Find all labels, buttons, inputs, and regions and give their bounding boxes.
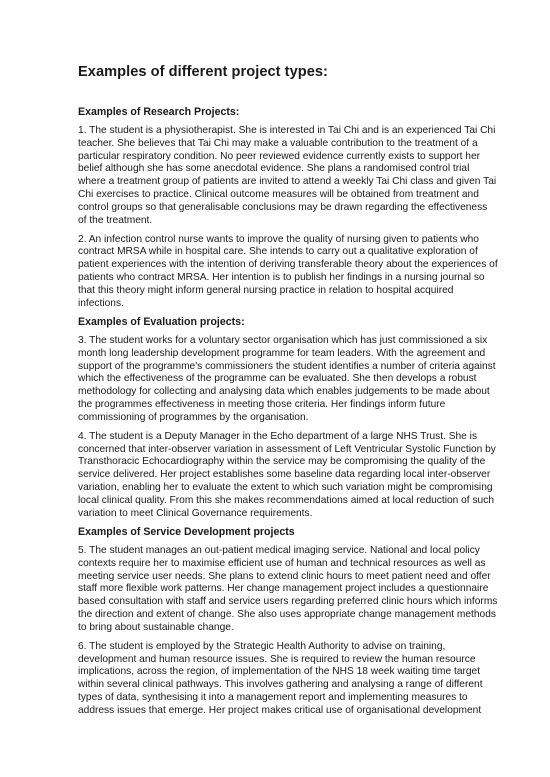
paragraph: 2. An infection control nurse wants to improve the quality of nursing given to patients who contract MRSA while in hospital care. She intends to carry out a qualitative exploration of patient experiences with the intention of deriving transferable theory about the experiences of patients who contract MRSA. Her intention is to publish her findings in a nursing journal so that this theory might inform general nursing practice in relation to hospital acquired infections.	[78, 233, 498, 309]
section-research-projects	[78, 106, 498, 310]
section-evaluation-projects	[78, 316, 498, 520]
page-title: Examples of different project types:	[78, 64, 328, 80]
paragraph: 4. The student is a Deputy Manager in the Echo department of a large NHS Trust. She is concerned that inter-observer variation in assessment of Left Ventricular Systolic Function by Transthoracic Echocardiography within the service may be compromising the quality of the service delivered. Her project establishes some baseline data regarding local inter-observer variation, enabling her to evaluate the extent to which such variation might be compromising local clinical quality. From this she makes recommendations aimed at local reduction of such variation to meet Clinical Governance requirements.	[78, 430, 496, 519]
paragraph: 5. The student manages an out-patient medical imaging service. National and local policy contexts require her to maximise efficient use of human and technical resources as well as meeting service user needs. She plans to extend clinic hours to meet patient need and offer staff more flexible work patterns. Her change management project includes a questionnaire based consultation with staff and service users regarding preferred clinic hours which informs the direction and extent of change. She also uses appropriate change management methods to bring about sustainable change.	[78, 545, 498, 633]
section-heading: Examples of Evaluation projects:	[78, 316, 245, 328]
section-heading: Examples of Research Projects:	[78, 106, 240, 118]
paragraph: 1. The student is a physiotherapist. She is interested in Tai Chi and is an experienced Tai Chi teacher. She believes that Tai Chi may make a valuable contribution to the treatment of a particular respiratory condition. No peer reviewed evidence currently exists to support her belief although she has some anecdotal evidence. She plans a randomised control trial where a treatment group of patients are invited to attend a weekly Tai Chi class and given Tai Chi exercises to practice. Clinical outcome measures will be obtained from treatment and control groups so that generalisable conclusions may be drawn regarding the effectiveness of the treatment.	[78, 125, 497, 226]
paragraph: 3. The student works for a voluntary sector organisation which has just commissioned a six month long leadership development programme for team leaders. With the agreement and support of the programme's commissioners the student identifies a number of criteria against which the effectiveness of the programme can be evaluated. She then develops a robust methodology for collecting and analysing data which enables judgements to be made about the programmes effectiveness in meeting those criteria. Her findings inform future commissioning of programmes by the organisation.	[78, 335, 496, 423]
section-heading: Examples of Service Development projects	[78, 526, 295, 538]
section-service-development-projects	[78, 526, 498, 718]
paragraph: 6. The student is employed by the Strategic Health Authority to advise on training, development and human resource issues. She is required to review the human resource implications, across the region, of implementation of the NHS 18 week waiting time target within several clinical pathways. This involves gathering and analysing a range of different types of data, synthesising it into a management report and implementing measures to address issues that emerge. Her project makes critical use of organisational development	[78, 640, 483, 716]
